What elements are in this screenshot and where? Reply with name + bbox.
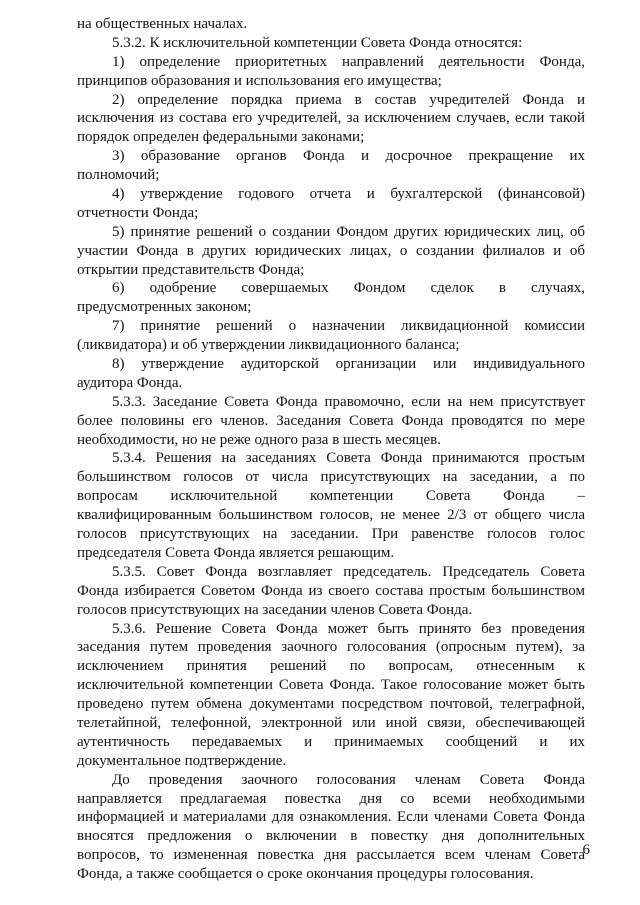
text-line: порядок определен федеральными законами; (77, 129, 365, 146)
text-line: отчетности Фонда; (77, 204, 199, 221)
text-line: Фонда, а также сообщается о сроке окончания процедуры голосования. (77, 866, 534, 883)
page-number: 6 (582, 842, 590, 858)
text-line: 3) образование органов Фонда и досрочное прекращение их (112, 148, 585, 165)
text-line: телетайпной, телефонной, электронной или иной связи, обеспечивающей (77, 714, 585, 731)
text-line: голосов присутствующих на заседании членов Совета Фонда. (77, 601, 473, 618)
text-line: аутентичность передаваемых и принимаемых сообщений и их (77, 733, 585, 750)
text-line: аудитора Фонда. (77, 374, 183, 391)
text-line: предусмотренных законом; (77, 299, 252, 316)
text-line: 5.3.2. К исключительной компетенции Совета Фонда относятся: (112, 34, 523, 51)
text-line: 5.3.6. Решение Совета Фонда может быть принято без проведения (112, 620, 585, 637)
text-line: До проведения заочного голосования членам Совета Фонда (112, 771, 585, 788)
text-line: проведено путем обмена документами посредством почтовой, телеграфной, (77, 696, 585, 713)
text-line: 5.3.4. Решения на заседаниях Совета Фонда принимаются простым (112, 450, 585, 467)
text-line: направляется предлагаемая повестка дня со всеми необходимыми (77, 790, 585, 807)
text-line: вносятся предложения о включении в повестку дня дополнительных (77, 828, 585, 845)
text-line: исключительной компетенции Совета Фонда. Такое голосование может быть (77, 677, 585, 694)
text-line: большинством голосов от числа присутствующих на заседании, а по (77, 469, 585, 486)
text-line: 1) определение приоритетных направлений деятельности Фонда, (112, 53, 585, 70)
text-line: 8) утверждение аудиторской организации или индивидуального (112, 356, 585, 373)
text-line: участии Фонда в других юридических лицах, о создании филиалов и об (77, 242, 585, 259)
text-line: вопросам исключительной компетенции Совета Фонда – (77, 488, 585, 505)
text-line: 5.3.5. Совет Фонда возглавляет председатель. Председатель Совета (112, 563, 585, 580)
text-line: исключения из состава его учредителей, за исключением случаев, если такой (77, 110, 585, 127)
text-line: исключением принятия решений по вопросам, отнесенным к (77, 658, 585, 675)
text-line: Фонда избирается Советом Фонда из своего состава простым большинством (77, 582, 585, 599)
text-line: необходимости, но не реже одного раза в шесть месяцев. (77, 431, 442, 448)
text-line: 6) одобрение совершаемых Фондом сделок в случаях, (112, 280, 585, 297)
text-line: более половины его членов. Заседания Совета Фонда проводятся по мере (77, 412, 585, 429)
text-line: председателя Совета Фонда является решающим. (77, 544, 395, 561)
text-line: на общественных началах. (77, 16, 248, 32)
text-line: голосов присутствующих на заседании. При равенстве голосов голос (77, 526, 585, 543)
text-line: заседания путем проведения заочного голосования (опросным путем), за (77, 639, 585, 656)
text-line: открытии представительств Фонда; (77, 261, 305, 278)
text-line: квалифицированным большинством голосов, не менее 2/3 от общего числа (77, 507, 585, 524)
text-line: принципов образования и использования его имущества; (77, 72, 442, 89)
text-line: 7) принятие решений о назначении ликвидационной комиссии (112, 318, 585, 335)
document-body (77, 15, 585, 884)
text-line: информацией и материалами для ознакомления. Если членами Совета Фонда (77, 809, 585, 826)
text-line: (ликвидатора) и об утверждении ликвидационного баланса; (77, 337, 460, 354)
text-line: 4) утверждение годового отчета и бухгалтерской (финансовой) (112, 186, 585, 203)
text-line: 2) определение порядка приема в состав учредителей Фонда и (112, 91, 585, 108)
text-line: документальное подтверждение. (77, 752, 287, 769)
text-line: полномочий; (77, 167, 160, 184)
text-line: 5) принятие решений о создании Фондом других юридических лиц, об (112, 223, 585, 240)
text-line: вопросов, то измененная повестка дня рассылается всем членам Совета (77, 847, 585, 864)
text-line: 5.3.3. Заседание Совета Фонда правомочно, если на нем присутствует (112, 393, 585, 410)
